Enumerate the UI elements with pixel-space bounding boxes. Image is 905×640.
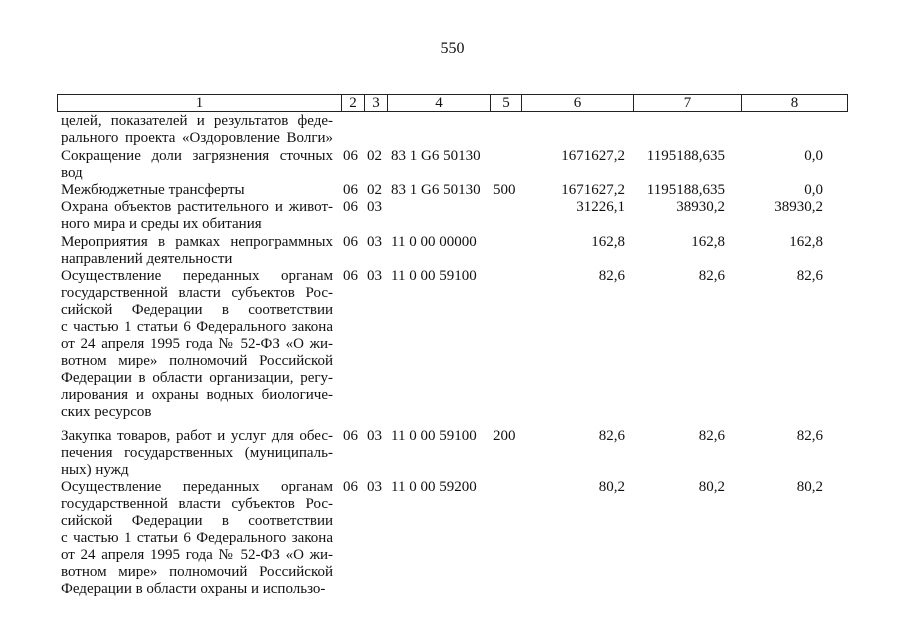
header-col-8: 8 (741, 95, 847, 111)
description-line: Мероприятия в рамках непрограммных (61, 234, 333, 250)
cell-c8: 82,6 (796, 428, 823, 444)
cell-c6: 80,2 (598, 479, 625, 495)
cell-c5: 500 (493, 182, 516, 198)
row-description (61, 113, 333, 147)
description-line: с частью 1 статьи 6 Федерального закона (61, 530, 333, 546)
header-col-5: 5 (490, 95, 521, 111)
cell-c4: 11 0 00 59100 (391, 268, 477, 284)
cell-c5: 200 (493, 428, 516, 444)
cell-c8: 162,8 (789, 234, 823, 250)
description-line: Охрана объектов растительного и живот- (61, 199, 333, 215)
cell-c6: 1671627,2 (561, 148, 625, 164)
cell-c4: 11 0 00 59200 (391, 479, 477, 495)
description-line: Федерации в области организации, регу- (61, 370, 333, 386)
description-line: государственной власти субъектов Рос- (61, 496, 333, 512)
cell-c2: 06 (343, 148, 358, 164)
cell-c4: 11 0 00 59100 (391, 428, 477, 444)
row-description (61, 428, 333, 479)
cell-c8: 0,0 (804, 182, 823, 198)
cell-c7: 1195188,635 (646, 148, 725, 164)
description-line: ских ресурсов (61, 404, 152, 420)
cell-c8: 38930,2 (774, 199, 823, 215)
cell-c7: 82,6 (698, 268, 725, 284)
description-line: государственной власти субъектов Рос- (61, 285, 333, 301)
header-col-6: 6 (521, 95, 633, 111)
cell-c6: 1671627,2 (561, 182, 625, 198)
header-col-7: 7 (633, 95, 741, 111)
cell-c6: 162,8 (591, 234, 625, 250)
row-description (61, 479, 333, 598)
row-description (61, 148, 333, 182)
cell-c7: 80,2 (698, 479, 725, 495)
table-header (57, 94, 848, 112)
cell-c6: 82,6 (598, 428, 625, 444)
description-line: сийской Федерации в соответствии (61, 513, 333, 529)
cell-c7: 162,8 (691, 234, 725, 250)
cell-c3: 02 (367, 182, 382, 198)
cell-c7: 1195188,635 (646, 182, 725, 198)
description-line: Осуществление переданных органам (61, 268, 333, 284)
description-line: Федерации в области охраны и использо- (61, 581, 326, 597)
description-line: рального проекта «Оздоровление Волги» (61, 130, 333, 146)
cell-c2: 06 (343, 234, 358, 250)
cell-c8: 80,2 (796, 479, 823, 495)
cell-c2: 06 (343, 428, 358, 444)
cell-c2: 06 (343, 268, 358, 284)
header-col-3: 3 (364, 95, 387, 111)
description-line: сийской Федерации в соответствии (61, 302, 333, 318)
cell-c2: 06 (343, 199, 358, 215)
description-line: лирования и охраны водных биологиче- (61, 387, 333, 403)
header-col-1: 1 (195, 95, 204, 111)
cell-c4: 83 1 G6 50130 (391, 148, 481, 164)
cell-c2: 06 (343, 479, 358, 495)
description-line: с частью 1 статьи 6 Федерального закона (61, 319, 333, 335)
description-line: вод (61, 165, 83, 181)
cell-c2: 06 (343, 182, 358, 198)
description-line: целей, показателей и результатов феде- (61, 113, 333, 129)
cell-c6: 31226,1 (576, 199, 625, 215)
cell-c3: 03 (367, 428, 382, 444)
description-line: Закупка товаров, работ и услуг для обес- (61, 428, 333, 444)
description-line: Осуществление переданных органам (61, 479, 333, 495)
cell-c3: 03 (367, 479, 382, 495)
description-line: печения государственных (муниципаль- (61, 445, 333, 461)
description-line: Межбюджетные трансферты (61, 182, 245, 198)
cell-c4: 11 0 00 00000 (391, 234, 477, 250)
cell-c7: 82,6 (698, 428, 725, 444)
cell-c4: 83 1 G6 50130 (391, 182, 481, 198)
description-line: вотном мире» полномочий Российской (61, 564, 333, 580)
cell-c8: 82,6 (796, 268, 823, 284)
description-line: вотном мире» полномочий Российской (61, 353, 333, 369)
description-line: ного мира и среды их обитания (61, 216, 262, 232)
cell-c3: 03 (367, 199, 382, 215)
cell-c3: 02 (367, 148, 382, 164)
row-description (61, 268, 333, 421)
row-description (61, 234, 333, 268)
cell-c8: 0,0 (804, 148, 823, 164)
cell-c7: 38930,2 (676, 199, 725, 215)
description-line: Сокращение доли загрязнения сточных (61, 148, 333, 164)
row-description (61, 182, 333, 199)
header-col-4: 4 (387, 95, 490, 111)
description-line: направлений деятельности (61, 251, 233, 267)
description-line: от 24 апреля 1995 года № 52-ФЗ «О жи- (61, 336, 333, 352)
description-line: ных) нужд (61, 462, 129, 478)
header-col-2: 2 (341, 95, 364, 111)
cell-c6: 82,6 (598, 268, 625, 284)
row-description (61, 199, 333, 233)
cell-c3: 03 (367, 234, 382, 250)
description-line: от 24 апреля 1995 года № 52-ФЗ «О жи- (61, 547, 333, 563)
page-number: 550 (440, 40, 465, 57)
cell-c3: 03 (367, 268, 382, 284)
